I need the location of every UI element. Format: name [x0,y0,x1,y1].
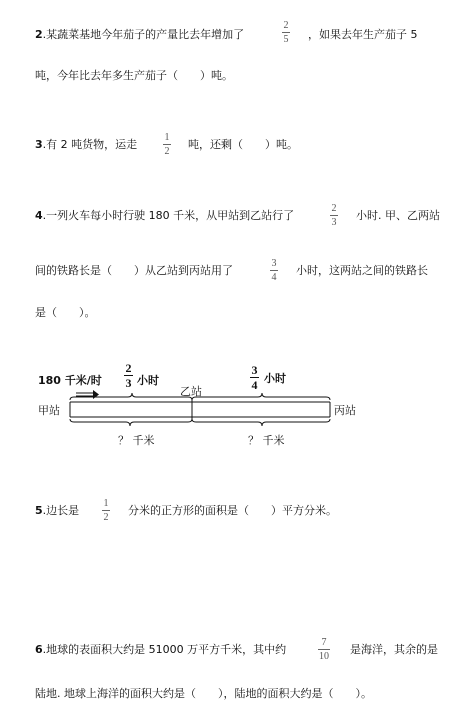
fraction-denominator: 3 [125,376,132,390]
fraction-numerator: 2 [283,20,289,31]
fraction-denominator: 4 [271,272,277,283]
fraction-numerator: 2 [125,361,132,375]
track-line [70,400,330,419]
problem-5-number: 5 [35,504,43,517]
fraction-numerator: 3 [251,363,258,377]
fraction-denominator: 2 [103,512,109,523]
problem-5-text-a: .边长是 [42,504,80,517]
fraction-denominator: 4 [251,378,258,392]
diagram-unknown-2: ？ 千米 [248,434,285,447]
diagram-hour-label-1: 小时 [137,374,159,387]
top-brace-2 [192,393,330,400]
fraction-denominator: 2 [164,146,170,157]
top-brace-1 [70,393,192,400]
diagram-speed-label: 180 千米/时 [38,374,102,387]
problem-3-text-b: 吨，还剩（ ）吨。 [188,138,298,151]
problem-2-text-a: .某蔬菜基地今年茄子的产量比去年增加了 [42,28,245,41]
problem-6-line-1 [35,643,286,657]
problem-2-line-2: 吨，今年比去年多生产茄子（ ）吨。 [35,69,233,82]
problem-5-fraction [102,498,110,523]
problem-4-number: 4 [35,209,43,222]
fraction-denominator: 3 [331,217,337,228]
problem-4-line-2-b: 小时，这两站之间的铁路长 [296,264,428,277]
diagram-station-c: 丙站 [334,404,356,417]
problem-6-number: 6 [35,643,43,656]
problem-4-line-2-a: 间的铁路长是（ ）从乙站到丙站用了 [35,264,233,277]
diagram-station-b: 乙站 [180,385,202,398]
problem-3-text-a: .有 2 吨货物，运走 [42,138,138,151]
problem-6-text-a: .地球的表面积大约是 51000 万平方千米，其中约 [42,643,287,656]
problem-5-line-1 [35,504,79,518]
diagram-hour-label-2: 小时 [264,372,286,385]
fraction-numerator: 3 [271,258,277,269]
diagram-station-a: 甲站 [38,404,60,417]
fraction-bar [318,649,330,650]
problem-2-text-b: ，如果去年生产茄子 5 [308,28,418,41]
bottom-brace-1 [70,419,192,426]
problem-6-line-2: 陆地. 地球上海洋的面积大约是（ ），陆地的面积大约是（ ）。 [35,687,372,700]
problem-6-text-b: 是海洋，其余的是 [350,643,438,656]
problem-4-text-b: 小时. 甲、乙两站 [356,209,440,222]
fraction-numerator: 7 [321,637,327,648]
fraction-bar [102,510,110,511]
problem-3-number: 3 [35,138,43,151]
fraction-numerator: 1 [103,498,109,509]
problem-2-number: 2 [35,28,43,41]
fraction-denominator: 10 [319,651,329,662]
direction-arrow-icon [76,390,99,399]
bottom-brace-2 [192,419,330,426]
fraction-denominator: 5 [283,34,289,45]
diagram-unknown-1: ？ 千米 [118,434,155,447]
problem-4-text-a: .一列火车每小时行驶 180 千米，从甲站到乙站行了 [42,209,295,222]
problem-6-fraction [318,637,330,662]
fraction-numerator: 1 [164,132,170,143]
fraction-numerator: 2 [331,203,337,214]
problem-5-text-b: 分米的正方形的面积是（ ）平方分米。 [128,504,337,517]
problem-4-line-3: 是（ ）。 [35,306,96,319]
